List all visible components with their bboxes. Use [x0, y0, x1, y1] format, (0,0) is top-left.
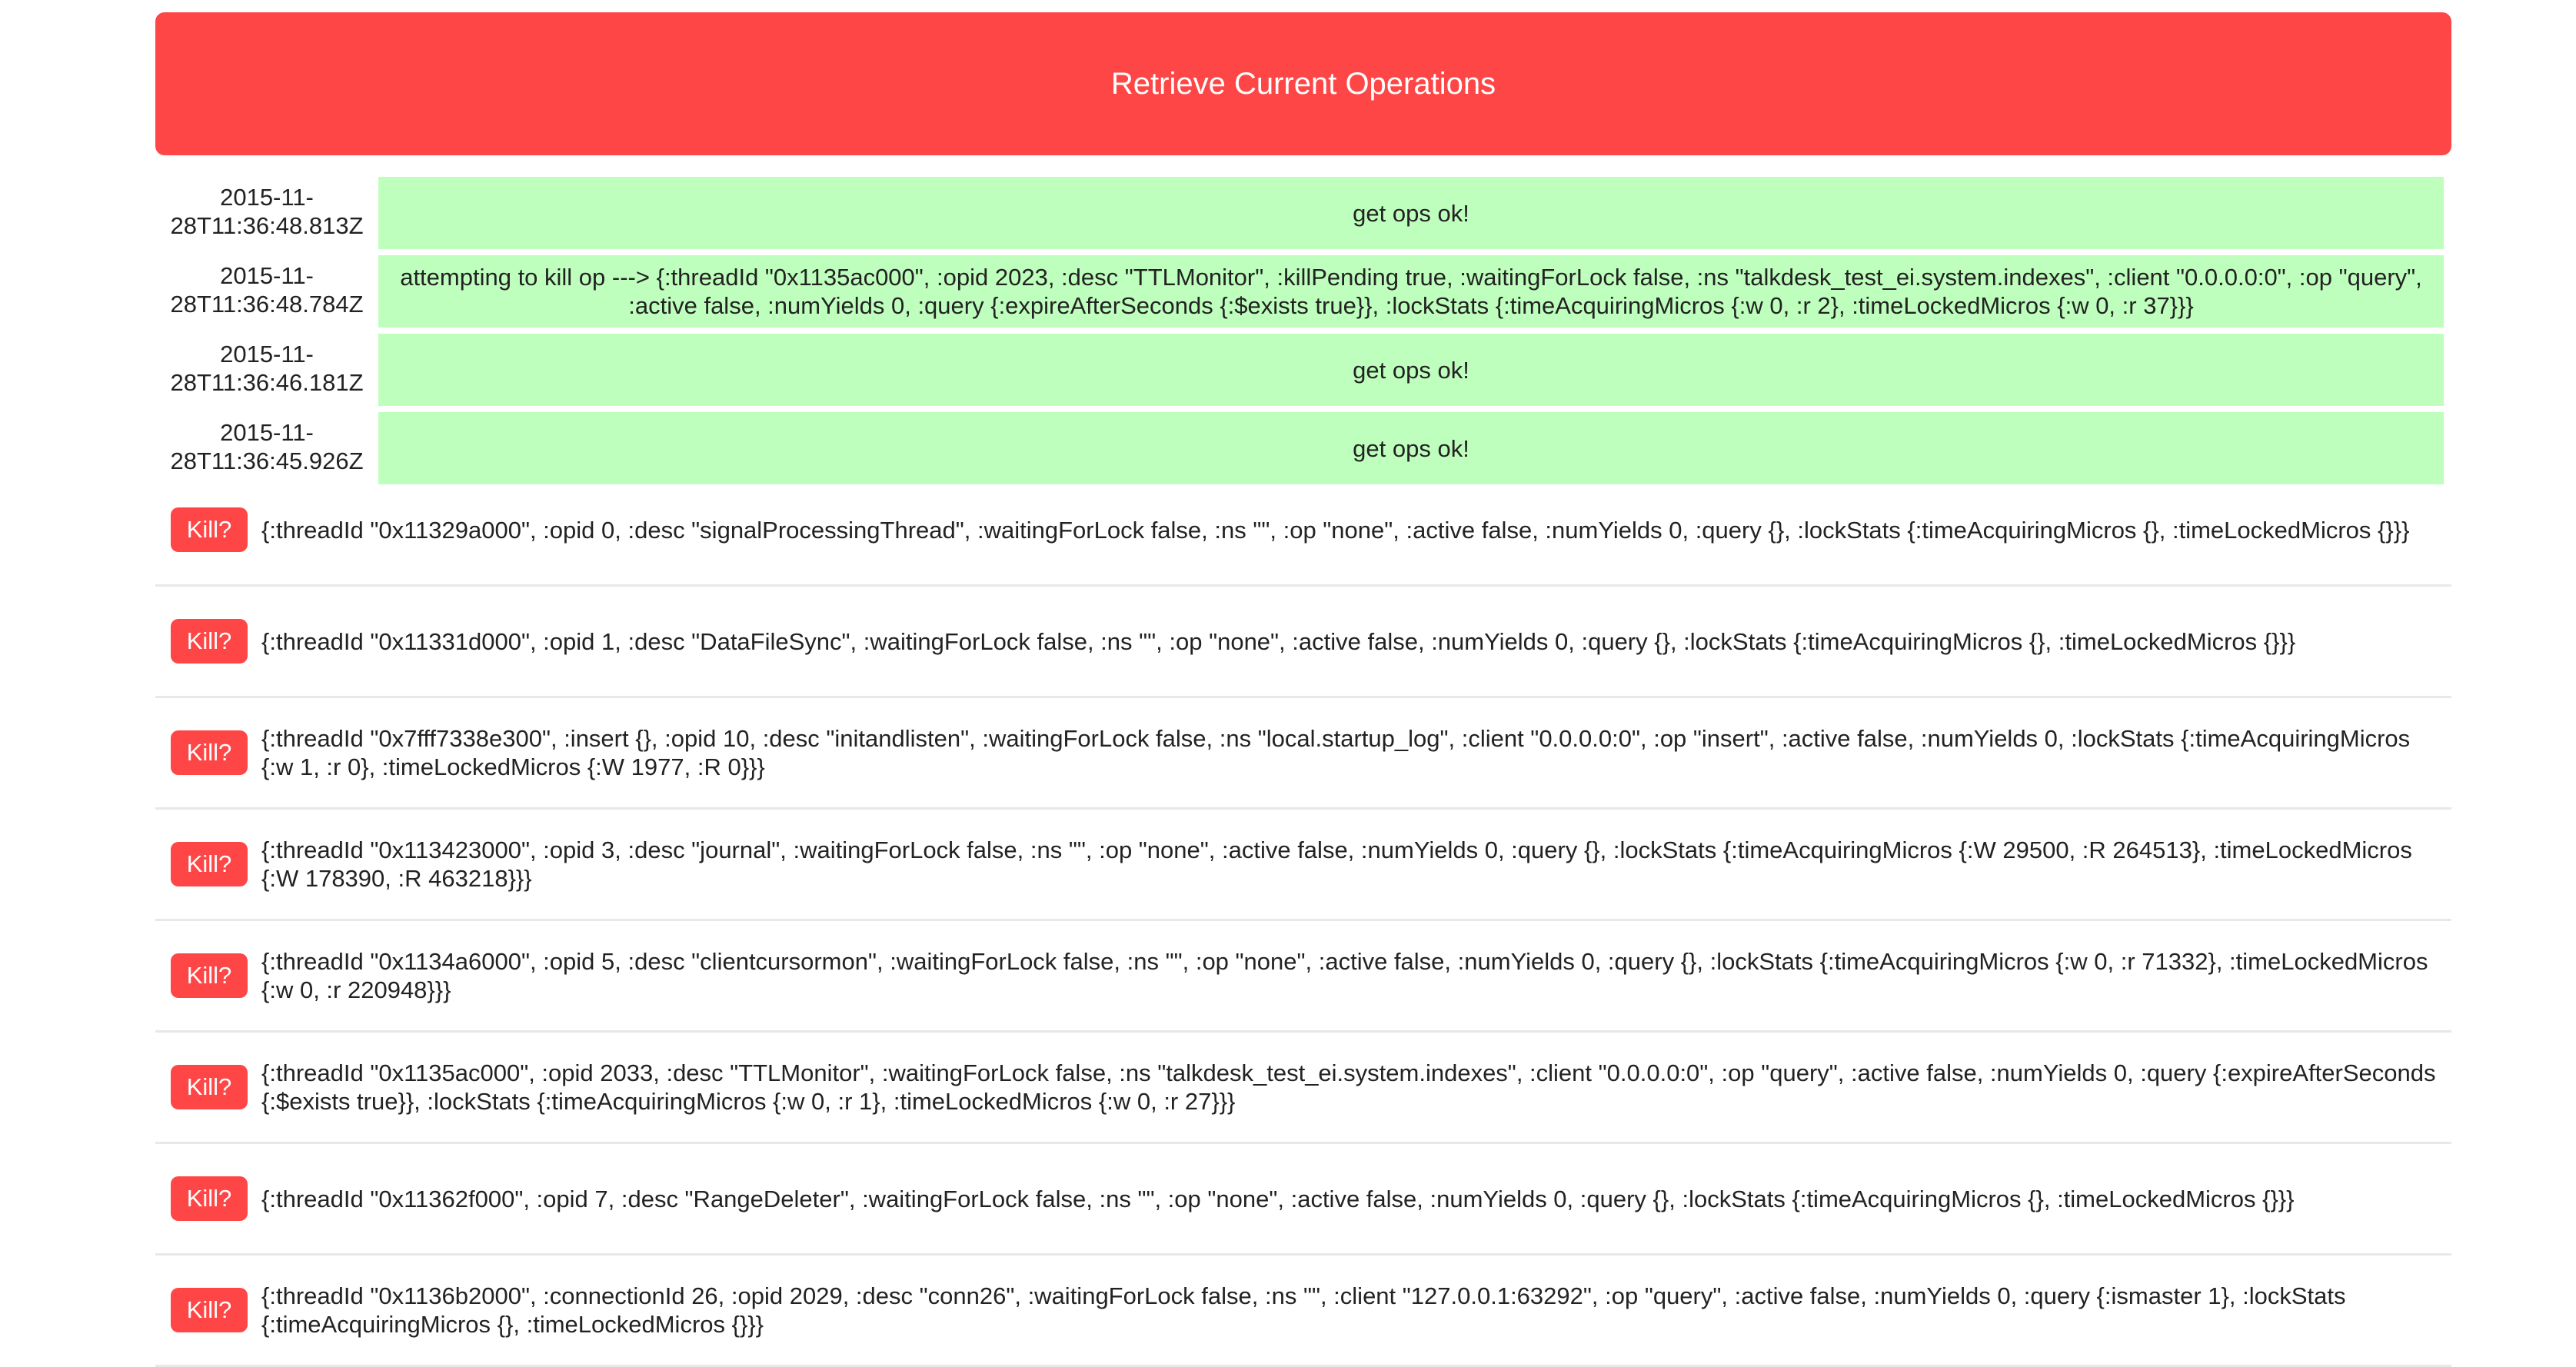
log-timestamp: 2015-11-28T11:36:48.784Z	[170, 262, 364, 318]
operation-row	[155, 475, 2451, 587]
log-entry	[155, 334, 2451, 406]
operation-details: {:threadId "0x113423000", :opid 3, :desc "journal", :waitingForLock false, :ns "", :op "none", :active false, :numYields 0, :query {}, :lockStats {:timeAcquiringMicros {:W 29500, :R 264513}, :timeLockedMicros {:W 178390, :R 463218}}}	[261, 836, 2412, 892]
operation-details: {:threadId "0x11331d000", :opid 1, :desc "DataFileSync", :waitingForLock false, :ns "", :op "none", :active false, :numYields 0, :query {}, :lockStats {:timeAcquiringMicros {}, :timeLockedMicros {}}}	[261, 627, 2296, 655]
operation-details: {:threadId "0x11362f000", :opid 7, :desc "RangeDeleter", :waitingForLock false, :ns "", :op "none", :active false, :numYields 0, :query {}, :lockStats {:timeAcquiringMicros {}, :timeLockedMicros {}}}	[261, 1185, 2295, 1212]
operation-details: {:threadId "0x1136b2000", :connectionId 26, :opid 2029, :desc "conn26", :waitingForLock false, :ns "", :client "127.0.0.1:63292", :op "query", :active false, :numYields 0, :query {:ismaster 1}, :lockStats {:timeAcquiringMicros {}, :timeLockedMicros {}}}	[261, 1282, 2346, 1338]
kill-button[interactable]: Kill?	[171, 1176, 248, 1221]
operation-row	[155, 698, 2451, 810]
log-timestamp: 2015-11-28T11:36:45.926Z	[170, 419, 364, 474]
operation-log[interactable]	[155, 177, 2451, 474]
kill-button[interactable]: Kill?	[171, 730, 248, 775]
kill-button[interactable]: Kill?	[171, 1288, 248, 1332]
kill-button[interactable]: Kill?	[171, 953, 248, 998]
operation-details: {:threadId "0x7fff7338e300", :insert {}, :opid 10, :desc "initandlisten", :waitingForLock false, :ns "local.startup_log", :client "0.0.0.0:0", :op "insert", :active false, :numYields 0, :lockStats {:timeAcquiringMicros {:w 1, :r 0}, :timeLockedMicros {:W 1977, :R 0}}}	[261, 725, 2411, 780]
log-message: attempting to kill op ---> {:threadId "0x1135ac000", :opid 2023, :desc "TTLMonitor", :killPending true, :waitingForLock false, :ns "talkdesk_test_ei.system.indexes", :client "0.0.0.0:0", :op "query", :active false, :numYields 0, :query {:expireAfterSeconds {:$exists true}}, :lockStats {:timeAcquiringMicros {:w 0, :r 2}, :timeLockedMicros {:w 0, :r 37}}}	[378, 255, 2444, 328]
operation-row	[155, 921, 2451, 1033]
operation-row	[155, 587, 2451, 698]
operation-row	[155, 1033, 2451, 1144]
kill-button[interactable]: Kill?	[171, 507, 248, 552]
kill-button[interactable]: Kill?	[171, 842, 248, 886]
log-entry	[155, 255, 2451, 328]
log-timestamp: 2015-11-28T11:36:46.181Z	[170, 341, 364, 396]
operation-row	[155, 1144, 2451, 1256]
operation-row	[155, 810, 2451, 921]
kill-button[interactable]: Kill?	[171, 619, 248, 664]
operation-details: {:threadId "0x1135ac000", :opid 2033, :desc "TTLMonitor", :waitingForLock false, :ns "talkdesk_test_ei.system.indexes", :client "0.0.0.0:0", :op "query", :active false, :numYields 0, :query {:expireAfterSeconds {:$exists true}}, :lockStats {:timeAcquiringMicros {:w 0, :r 1}, :timeLockedMicros {:w 0, :r 27}}}	[261, 1059, 2436, 1115]
log-message: get ops ok!	[378, 334, 2444, 406]
log-entry	[155, 177, 2451, 249]
operation-details: {:threadId "0x11329a000", :opid 0, :desc "signalProcessingThread", :waitingForLock false, :ns "", :op "none", :active false, :numYields 0, :query {}, :lockStats {:timeAcquiringMicros {}, :timeLockedMicros {}}}	[261, 516, 2410, 544]
log-timestamp: 2015-11-28T11:36:48.813Z	[170, 184, 364, 239]
operation-row	[155, 1256, 2451, 1367]
log-message: get ops ok!	[378, 177, 2444, 249]
kill-button[interactable]: Kill?	[171, 1065, 248, 1109]
page-container	[155, 12, 2451, 1367]
retrieve-current-operations-button[interactable]: Retrieve Current Operations	[155, 12, 2451, 155]
log-entry	[155, 412, 2451, 484]
operation-details: {:threadId "0x1134a6000", :opid 5, :desc "clientcursormon", :waitingForLock false, :ns "", :op "none", :active false, :numYields 0, :query {}, :lockStats {:timeAcquiringMicros {:w 0, :r 71332}, :timeLockedMicros {:w 0, :r 220948}}}	[261, 948, 2428, 1003]
operations-list	[155, 475, 2451, 1367]
log-message: get ops ok!	[378, 412, 2444, 484]
